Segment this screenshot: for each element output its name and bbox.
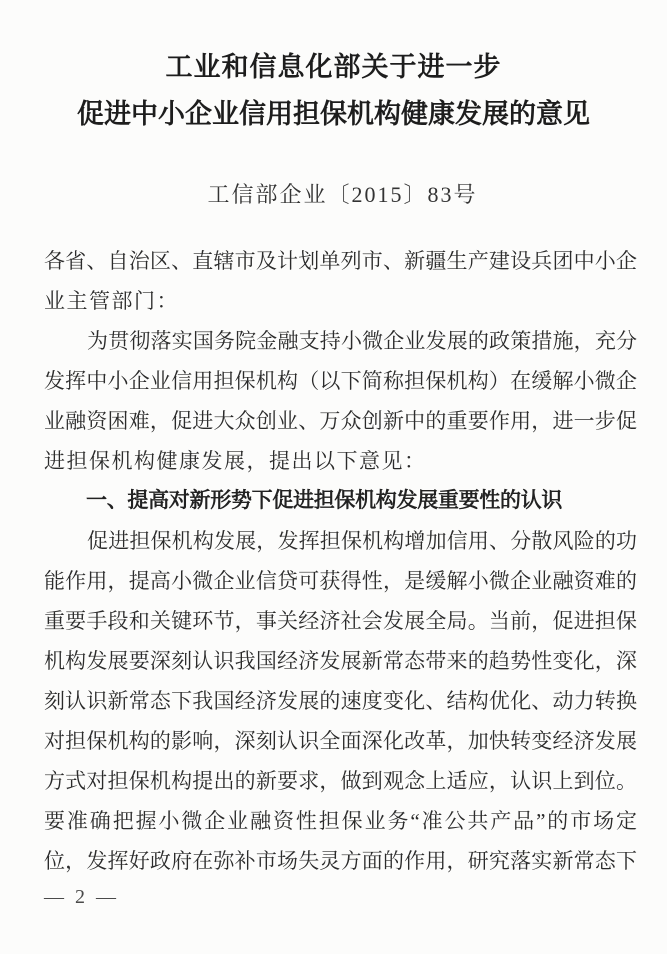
body-text-line: 进担保机构健康发展，提出以下意见：: [44, 449, 427, 473]
body-text-line: 刻认识新常态下我国经济发展的速度变化、结构优化、动力转换: [44, 689, 637, 713]
body-text-line: 各省、自治区、直辖市及计划单列市、新疆生产建设兵团中小企: [44, 249, 637, 273]
body-text-line: 为贯彻落实国务院金融支持小微企业发展的政策措施，充分: [87, 329, 637, 353]
document-title-line-1: 工业和信息化部关于进一步: [165, 52, 502, 82]
body-text-line: 能作用，提高小微企业信贷可获得性，是缓解小微企业融资难的: [44, 569, 637, 593]
body-text-line: 方式对担保机构提出的新要求，做到观念上适应，认识上到位。: [44, 769, 637, 793]
body-text-line: 发挥中小企业信用担保机构（以下简称担保机构）在缓解小微企: [44, 369, 637, 393]
page-number-footer: — 2 —: [44, 886, 119, 908]
body-text-line: 位，发挥好政府在弥补市场失灵方面的作用，研究落实新常态下: [44, 849, 637, 873]
body-text-line: 重要手段和关键环节，事关经济社会发展全局。当前，促进担保: [44, 609, 637, 633]
document-title-line-2: 促进中小企业信用担保机构健康发展的意见: [77, 99, 590, 129]
body-text-line: 机构发展要深刻认识我国经济发展新常态带来的趋势性变化，深: [44, 649, 637, 673]
body-text-line: 要准确把握小微企业融资性担保业务“准公共产品”的市场定: [44, 809, 637, 833]
body-text-line: 业主管部门：: [44, 289, 179, 313]
body-text-line: 促进担保机构发展，发挥担保机构增加信用、分散风险的功: [87, 529, 637, 553]
section-heading: 一、提高对新形势下促进担保机构发展重要性的认识: [86, 489, 563, 512]
document-body: [44, 241, 637, 881]
document-number: 工信部企业〔2015〕83号: [207, 182, 478, 207]
body-text-line: 对担保机构的影响，深刻认识全面深化改革，加快转变经济发展: [44, 729, 637, 753]
body-text-line: 业融资困难，促进大众创业、万众创新中的重要作用，进一步促: [44, 409, 637, 433]
document-title: [0, 44, 667, 138]
